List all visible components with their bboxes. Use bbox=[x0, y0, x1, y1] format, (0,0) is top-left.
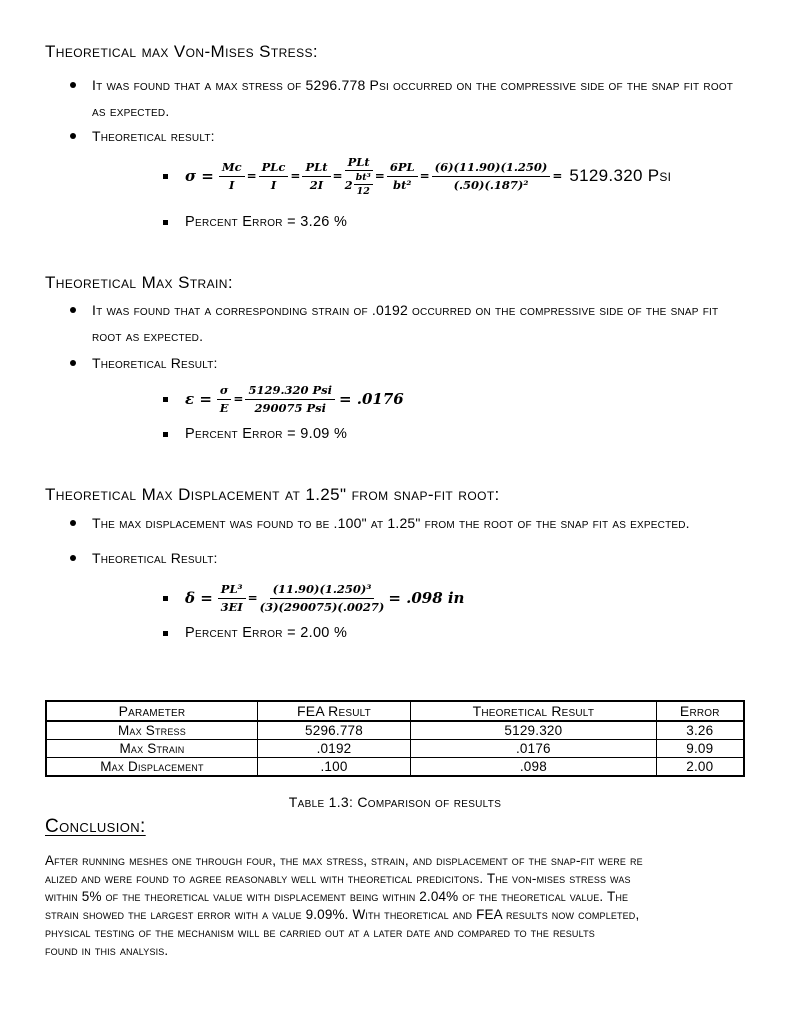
table-row bbox=[46, 740, 744, 758]
fraction: $\frac{6PL}{\text{bt²}}$ bbox=[387, 160, 418, 192]
section-heading-max-displacement: Theoretical Max Displacement at 1.25" from snap-fit root: bbox=[45, 485, 500, 504]
table-caption: Table 1.3: Comparison of results bbox=[288, 794, 502, 810]
bullet-dot-icon bbox=[70, 360, 76, 366]
displacement-formula bbox=[185, 582, 464, 614]
equals-sign: = bbox=[233, 392, 244, 406]
sub-bullet-formula-displacement bbox=[163, 576, 464, 620]
bullet-square-icon bbox=[163, 397, 168, 402]
formula-result: 5129.320 Psi bbox=[569, 166, 672, 185]
sub-bullet-formula-stress bbox=[163, 152, 671, 200]
table-row bbox=[46, 721, 744, 740]
bullet-square-icon bbox=[163, 432, 168, 437]
fraction-nested: PLt 2 $\frac{\text{bt³}}{12}$ bbox=[344, 154, 371, 197]
sub-bullet-percent-error bbox=[163, 625, 347, 641]
fraction: $\frac{\text{5129.320 Psi}}{\text{290075 Psi}}$ bbox=[245, 383, 335, 415]
fraction: $\frac{\text{PLt}}{2I}$ bbox=[302, 160, 330, 192]
conclusion-line: alized and were found to agree reasonably well with theoretical predicitons. The von-mises stress was bbox=[45, 871, 631, 886]
formula-result: = .098 in bbox=[388, 589, 465, 607]
equals-sign: = bbox=[374, 169, 385, 183]
conclusion-line: After running meshes one through four, the max stress, strain, and displacement of the snap-fit were re bbox=[45, 853, 643, 868]
bullet-text: Theoretical Result: bbox=[92, 355, 218, 371]
bullet-item bbox=[70, 123, 742, 149]
table-cell: 5296.778 bbox=[257, 721, 410, 740]
conclusion-line: strain showed the largest error with a value 9.09%. With theoretical and FEA results now completed, bbox=[45, 907, 640, 922]
bullet-text: Theoretical result: bbox=[92, 128, 215, 144]
table-cell: 2.00 bbox=[656, 758, 744, 777]
bullet-item bbox=[70, 545, 742, 571]
sub-bullet-percent-error bbox=[163, 214, 347, 230]
bullet-dot-icon bbox=[70, 555, 76, 561]
section-heading-max-strain: Theoretical Max Strain: bbox=[45, 273, 233, 292]
bullet-dot-icon bbox=[70, 520, 76, 526]
bullet-dot-icon bbox=[70, 133, 76, 139]
conclusion-paragraph bbox=[45, 852, 765, 960]
percent-error-text: Percent Error = 3.26 % bbox=[185, 214, 348, 230]
table-header-cell: Error bbox=[656, 701, 744, 721]
formula-lhs: ε = bbox=[185, 390, 212, 408]
conclusion-heading: Conclusion: bbox=[45, 816, 146, 837]
results-table bbox=[45, 700, 745, 777]
bullet-dot-icon bbox=[70, 307, 76, 313]
table-cell: .0176 bbox=[411, 740, 657, 758]
table-row bbox=[46, 758, 744, 777]
table-cell: 3.26 bbox=[656, 721, 744, 740]
fraction: $\frac{\text{PLc}}{I}$ bbox=[259, 160, 289, 192]
conclusion-line: physical testing of the mechanism will be carried out at a later date and compared to the results bbox=[45, 925, 595, 940]
formula-lhs: σ = bbox=[185, 167, 214, 185]
conclusion-line: found in this analysis. bbox=[45, 943, 169, 958]
fraction: $\frac{\text{(11.90)(1.250)³}}{(3)(290075)(.0027)}$ bbox=[259, 582, 385, 614]
formula-result: = .0176 bbox=[338, 390, 404, 408]
bullet-item bbox=[70, 510, 742, 536]
fraction: $\frac{Mc}{I}$ bbox=[219, 160, 245, 192]
section-heading-von-mises-stress: Theoretical max Von-Mises Stress: bbox=[45, 42, 319, 61]
bullet-square-icon bbox=[163, 174, 168, 179]
table-cell: Max Stress bbox=[46, 721, 257, 740]
bullet-dot-icon bbox=[70, 82, 76, 88]
fraction: $\frac{(6)(11.90)(1.250)}{\text{(.50)(.187)²}}$ bbox=[432, 160, 551, 192]
bullet-text: It was found that a corresponding strain of .0192 occurred on the compressive side of the snap fit root as expected. bbox=[92, 302, 719, 344]
fraction: $\frac{\text{PL³}}{3EI}$ bbox=[218, 582, 246, 614]
table-cell: .0192 bbox=[257, 740, 410, 758]
equals-sign: = bbox=[419, 169, 430, 183]
table-cell: .098 bbox=[411, 758, 657, 777]
bullet-text: It was found that a max stress of 5296.778 Psi occurred on the compressive side of the snap fit root as expected. bbox=[92, 77, 734, 119]
bullet-text: Theoretical Result: bbox=[92, 550, 218, 566]
sub-bullet-percent-error bbox=[163, 426, 347, 442]
table-header-cell: FEA Result bbox=[257, 701, 410, 721]
percent-error-text: Percent Error = 9.09 % bbox=[185, 426, 348, 442]
equals-sign: = bbox=[290, 169, 301, 183]
bullet-item bbox=[70, 350, 742, 376]
conclusion-line: within 5% of the theoretical value with displacement being within 2.04% of the theoretical value. The bbox=[45, 889, 629, 904]
table-header-cell: Theoretical Result bbox=[411, 701, 657, 721]
table-cell: .100 bbox=[257, 758, 410, 777]
percent-error-text: Percent Error = 2.00 % bbox=[185, 625, 348, 641]
equals-sign: = bbox=[332, 169, 343, 183]
table-cell: Max Displacement bbox=[46, 758, 257, 777]
equals-sign: = bbox=[247, 591, 258, 605]
table-cell: 5129.320 bbox=[411, 721, 657, 740]
bullet-square-icon bbox=[163, 220, 168, 225]
strain-formula bbox=[185, 383, 404, 415]
table-cell: Max Strain bbox=[46, 740, 257, 758]
fraction: $\frac{\text{bt³}}{12}$ bbox=[355, 172, 371, 197]
table-header-row bbox=[46, 701, 744, 721]
bullet-item bbox=[70, 72, 742, 124]
bullet-item bbox=[70, 297, 742, 349]
sub-bullet-formula-strain bbox=[163, 378, 404, 420]
stress-formula bbox=[185, 155, 671, 197]
table-header-cell: Parameter bbox=[46, 701, 257, 721]
bullet-text: The max displacement was found to be .100" at 1.25" from the root of the snap fit as expected. bbox=[92, 515, 690, 531]
formula-lhs: δ = bbox=[185, 589, 213, 607]
bullet-square-icon bbox=[163, 596, 168, 601]
equals-sign: = bbox=[552, 169, 563, 183]
table-cell: 9.09 bbox=[656, 740, 744, 758]
bullet-square-icon bbox=[163, 631, 168, 636]
equals-sign: = bbox=[246, 169, 257, 183]
fraction: $\frac{\sigma}{E}$ bbox=[217, 383, 231, 415]
